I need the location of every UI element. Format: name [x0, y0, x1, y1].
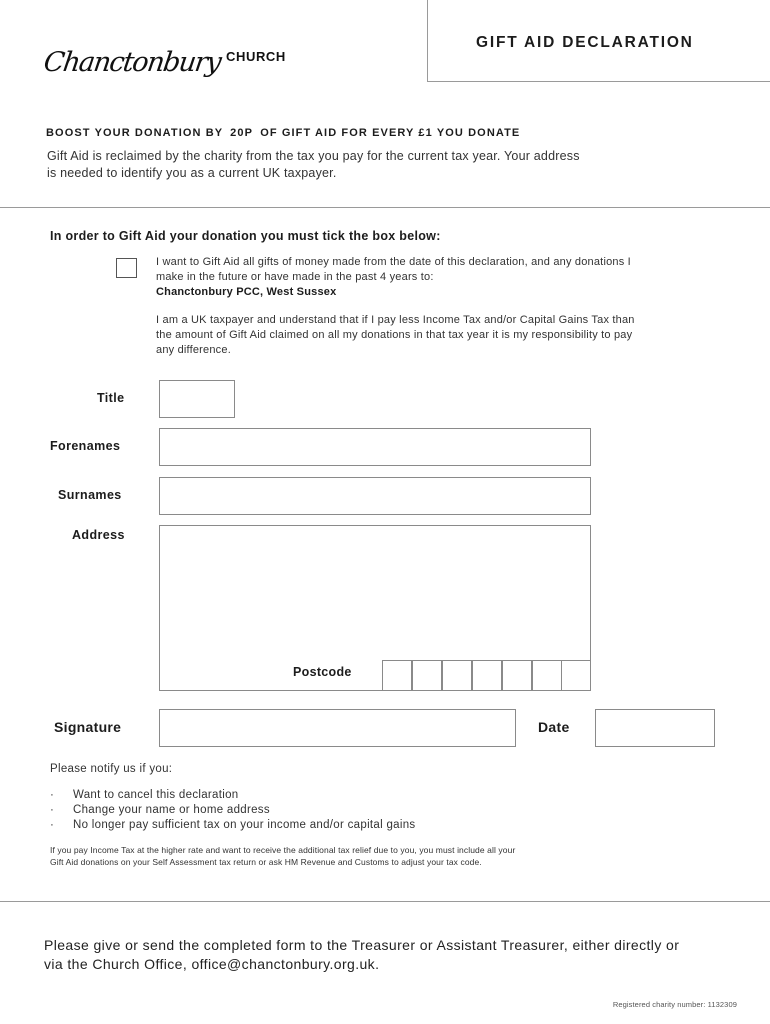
logo-church-text: CHURCH	[225, 49, 286, 64]
bullet-icon: ·	[50, 804, 55, 816]
logo-script-text: Chanctonbury	[41, 47, 223, 78]
postcode-cell[interactable]	[412, 660, 442, 691]
signature-input[interactable]	[159, 709, 516, 747]
title-input[interactable]	[159, 380, 235, 418]
list-item	[50, 803, 415, 818]
postcode-cell[interactable]	[442, 660, 472, 691]
return-instructions: Please give or send the completed form to the Treasurer or Assistant Treasurer, either directly or via the Church Office, office@chanctonbury.org.uk.	[44, 937, 680, 972]
charity-number: Registered charity number: 1132309	[612, 1000, 737, 1009]
surnames-input[interactable]	[159, 477, 591, 515]
title-label: Title	[97, 391, 125, 405]
postcode-cell[interactable]	[532, 660, 562, 691]
date-label: Date	[538, 719, 570, 735]
notify-heading: Please notify us if you:	[50, 763, 173, 775]
date-input[interactable]	[595, 709, 715, 747]
section-divider	[0, 207, 770, 208]
list-item-text: Change your name or home address	[73, 804, 270, 816]
church-logo	[41, 28, 286, 78]
postcode-cell[interactable]	[472, 660, 502, 691]
list-item	[50, 788, 415, 803]
forenames-label: Forenames	[50, 439, 121, 453]
intro-description: Gift Aid is reclaimed by the charity from the tax you pay for the current tax year. Your address is needed to identify you as a current UK taxpayer.	[47, 149, 580, 180]
higher-rate-note: If you pay Income Tax at the higher rate and want to receive the additional tax relief due to you, you must include all your Gift Aid donations on your Self Assessment tax return or ask HM Revenue and Customs to adjust your tax code.	[50, 845, 516, 867]
gift-aid-checkbox[interactable]	[116, 258, 137, 278]
declaration-paragraph-2: I am a UK taxpayer and understand that if I pay less Income Tax and/or Capital Gains Tax than the amount of Gift Aid claimed on all my donations in that tax year it is my responsibility to pay any difference.	[156, 314, 635, 356]
list-item-text: Want to cancel this declaration	[73, 789, 239, 801]
forenames-input[interactable]	[159, 428, 591, 466]
address-label: Address	[72, 528, 125, 542]
tick-instruction: In order to Gift Aid your donation you must tick the box below:	[50, 229, 441, 243]
declaration-text-1: I want to Gift Aid all gifts of money made from the date of this declaration, and any donations I make in the future or have made in the past 4 years to:	[156, 256, 631, 283]
charity-name: Chanctonbury PCC, West Sussex	[156, 286, 337, 298]
signature-label: Signature	[54, 719, 122, 735]
postcode-label: Postcode	[293, 665, 352, 679]
list-item	[50, 818, 415, 833]
boost-amount: 20P	[230, 127, 254, 139]
postcode-cell[interactable]	[502, 660, 532, 691]
title-panel	[427, 0, 770, 82]
postcode-cell[interactable]	[382, 660, 412, 691]
boost-heading	[46, 127, 520, 139]
boost-prefix: BOOST YOUR DONATION BY	[46, 127, 223, 139]
boost-suffix: OF GIFT AID FOR EVERY £1 YOU DONATE	[260, 127, 521, 139]
list-item-text: No longer pay sufficient tax on your income and/or capital gains	[73, 819, 416, 831]
postcode-cell[interactable]	[561, 660, 591, 691]
notify-list	[50, 788, 415, 833]
declaration-paragraph-1	[156, 255, 636, 300]
bullet-icon: ·	[50, 789, 55, 801]
footer-divider	[0, 901, 770, 902]
surnames-label: Surnames	[58, 488, 122, 502]
form-title: GIFT AID DECLARATION	[476, 34, 694, 51]
bullet-icon: ·	[50, 819, 55, 831]
